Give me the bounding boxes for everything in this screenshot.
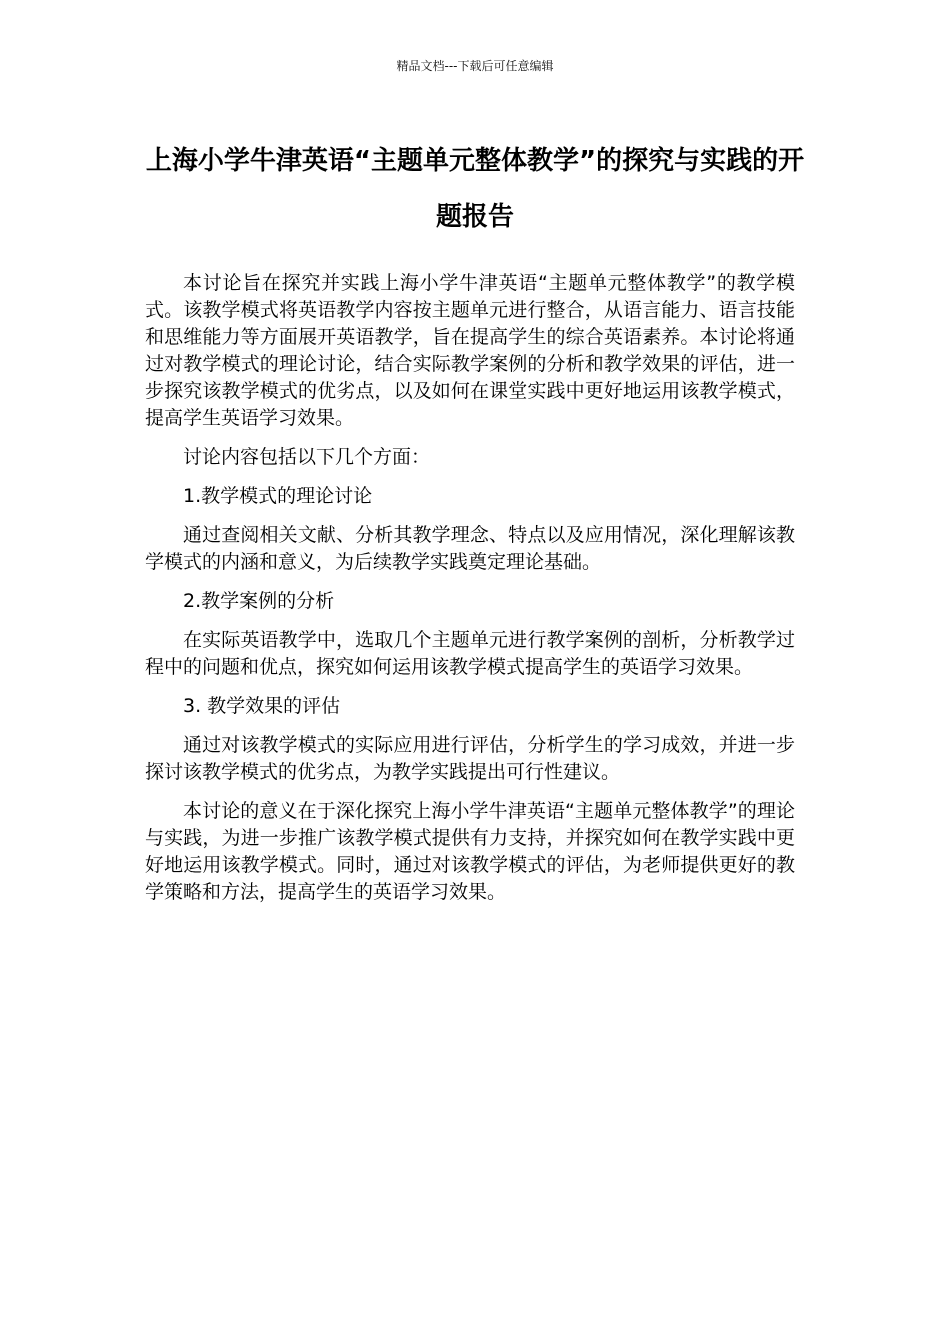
intro-paragraph: 本讨论旨在探究并实践上海小学牛津英语“主题单元整体教学”的教学模式。该教学模式将英语教学内容按主题单元进行整合，从语言能力、语言技能和思维能力等方面展开英语教学，旨在提高学生的综合英语素养。本讨论将通过对教学模式的理论讨论，结合实际教学案例的分析和教学效果的评估，进一步探究该教学模式的优劣点，以及如何在课堂实践中更好地运用该教学模式，提高学生英语学习效果。: [145, 272, 795, 429]
content-overview: 讨论内容包括以下几个方面：: [183, 446, 431, 468]
document-title: 上海小学牛津英语“主题单元整体教学”的探究与实践的开题报告: [145, 146, 805, 232]
section-paragraph-3: 通过对该教学模式的实际应用进行评估，分析学生的学习成效，并进一步探讨该教学模式的优劣点，为教学实践提出可行性建议。: [145, 734, 795, 783]
section-heading-3: 3. 教学效果的评估: [183, 695, 341, 717]
section-heading-1: 1.教学模式的理论讨论: [183, 485, 373, 507]
section-heading-2: 2.教学案例的分析: [183, 590, 335, 612]
significance-paragraph: 本讨论的意义在于深化探究上海小学牛津英语“主题单元整体教学”的理论与实践，为进一步推广该教学模式提供有力支持，并探究如何在教学实践中更好地运用该教学模式。同时，通过对该教学模式的评估，为老师提供更好的教学策略和方法，提高学生的英语学习效果。: [145, 800, 795, 903]
document-body: [145, 270, 795, 918]
header-note: 精品文档---下载后可任意编辑: [396, 59, 554, 73]
section-paragraph-1: 通过查阅相关文献、分析其教学理念、特点以及应用情况，深化理解该教学模式的内涵和意义，为后续教学实践奠定理论基础。: [145, 524, 795, 573]
section-paragraph-2: 在实际英语教学中，选取几个主题单元进行教学案例的剖析，分析教学过程中的问题和优点，探究如何运用该教学模式提高学生的英语学习效果。: [145, 629, 795, 678]
